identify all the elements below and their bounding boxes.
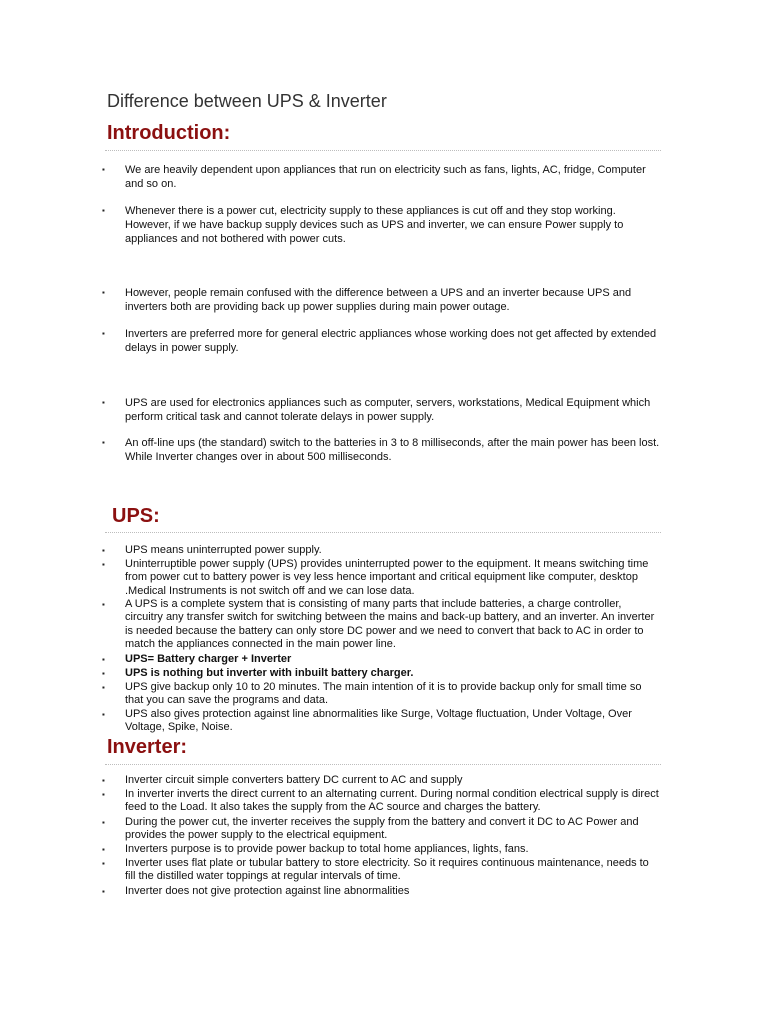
bullet-icon: ▪ <box>102 600 105 609</box>
bullet-icon: ▪ <box>102 398 105 407</box>
list-item <box>102 708 662 735</box>
list-item-text: In inverter inverts the direct current to an alternating current. During normal condition electrical supply is direct feed to the Load. It also takes the supply from the AC source and charges the battery. <box>125 788 659 814</box>
list-item-text: A UPS is a complete system that is consisting of many parts that include batteries, a charge controller, circuitry any transfer switch for switching between the mains and back-up battery, and an inverter. An inverter is needed because the battery can only store DC power and we need to convert that back to AC in order to match the appliances connected in the main power line. <box>125 598 655 651</box>
list-item <box>102 396 662 424</box>
list-item <box>102 558 662 598</box>
introduction-divider <box>105 150 661 151</box>
list-item-text: Inverter circuit simple converters battery DC current to AC and supply <box>125 774 463 786</box>
bullet-icon: ▪ <box>102 560 105 569</box>
list-item-text: UPS= Battery charger + Inverter <box>125 653 292 665</box>
bullet-icon: ▪ <box>102 710 105 719</box>
list-item-text: Inverter uses flat plate or tubular battery to store electricity. So it requires continuous maintenance, needs to fill the distilled water toppings at regular intervals of time. <box>125 857 649 883</box>
bullet-icon: ▪ <box>102 206 105 215</box>
list-item-text: Inverter does not give protection against line abnormalities <box>125 885 410 897</box>
list-item-text: An off-line ups (the standard) switch to the batteries in 3 to 8 milliseconds, after the main power has been lost. While Inverter changes over in about 500 milliseconds. <box>125 437 660 463</box>
bullet-icon: ▪ <box>102 776 105 785</box>
list-item <box>102 816 662 843</box>
list-item <box>102 857 662 884</box>
list-item <box>102 204 662 246</box>
list-item <box>102 598 662 652</box>
list-item <box>102 788 662 815</box>
list-item <box>102 774 662 787</box>
ups-heading: UPS: <box>112 505 160 527</box>
bullet-icon: ▪ <box>102 845 105 854</box>
list-item-text: UPS means uninterrupted power supply. <box>125 544 322 556</box>
list-item-text: Inverters are preferred more for general electric appliances whose working does not get affected by extended delays in power supply. <box>125 328 657 354</box>
document-title: Difference between UPS & Inverter <box>107 91 387 111</box>
bullet-icon: ▪ <box>102 669 105 678</box>
list-item-text: UPS also gives protection against line abnormalities like Surge, Voltage fluctuation, Under Voltage, Over Voltage, Spike, Noise. <box>125 708 632 734</box>
bullet-icon: ▪ <box>102 790 105 799</box>
ups-divider <box>105 532 661 533</box>
bullet-icon: ▪ <box>102 438 105 447</box>
list-item-text: We are heavily dependent upon appliances that run on electricity such as fans, lights, AC, fridge, Computer and so on. <box>125 164 646 190</box>
bullet-icon: ▪ <box>102 887 105 896</box>
list-item-text: UPS is nothing but inverter with inbuilt battery charger. <box>125 667 414 679</box>
list-item <box>102 436 662 464</box>
bullet-icon: ▪ <box>102 818 105 827</box>
bullet-icon: ▪ <box>102 683 105 692</box>
inverter-divider <box>105 764 661 765</box>
list-item-text: Inverters purpose is to provide power backup to total home appliances, lights, fans. <box>125 843 529 855</box>
list-item-text: Uninterruptible power supply (UPS) provides uninterrupted power to the equipment. It means switching time from power cut to battery power is vey less hence important and critical equipment like computer, desktop .Medical Instruments is not switch off and we can lose data. <box>125 558 649 597</box>
list-item-text: UPS give backup only 10 to 20 minutes. The main intention of it is to provide backup only for small time so that you can save the programs and data. <box>125 681 642 707</box>
list-item <box>102 667 662 680</box>
list-item <box>102 681 662 708</box>
list-item <box>102 286 662 314</box>
list-item <box>102 544 662 557</box>
list-item <box>102 885 662 898</box>
list-item <box>102 653 662 666</box>
bullet-icon: ▪ <box>102 859 105 868</box>
bullet-icon: ▪ <box>102 288 105 297</box>
bullet-icon: ▪ <box>102 329 105 338</box>
list-item-text: During the power cut, the inverter receives the supply from the battery and convert it DC to AC Power and provides the power supply to the electrical equipment. <box>125 816 639 842</box>
introduction-heading: Introduction: <box>107 122 231 144</box>
list-item <box>102 843 662 856</box>
list-item-text: Whenever there is a power cut, electricity supply to these appliances is cut off and they stop working. However, if we have backup supply devices such as UPS and inverter, we can ensure Power supply to appliances and not bothered with power cuts. <box>125 205 624 245</box>
bullet-icon: ▪ <box>102 165 105 174</box>
list-item-text: However, people remain confused with the difference between a UPS and an inverter because UPS and inverters both are providing back up power supplies during main power outage. <box>125 287 632 313</box>
list-item-text: UPS are used for electronics appliances such as computer, servers, workstations, Medical Equipment which perform critical task and cannot tolerate delays in power supply. <box>125 397 651 423</box>
list-item <box>102 327 662 355</box>
list-item <box>102 163 662 191</box>
inverter-heading: Inverter: <box>107 736 188 758</box>
bullet-icon: ▪ <box>102 546 105 555</box>
bullet-icon: ▪ <box>102 655 105 664</box>
